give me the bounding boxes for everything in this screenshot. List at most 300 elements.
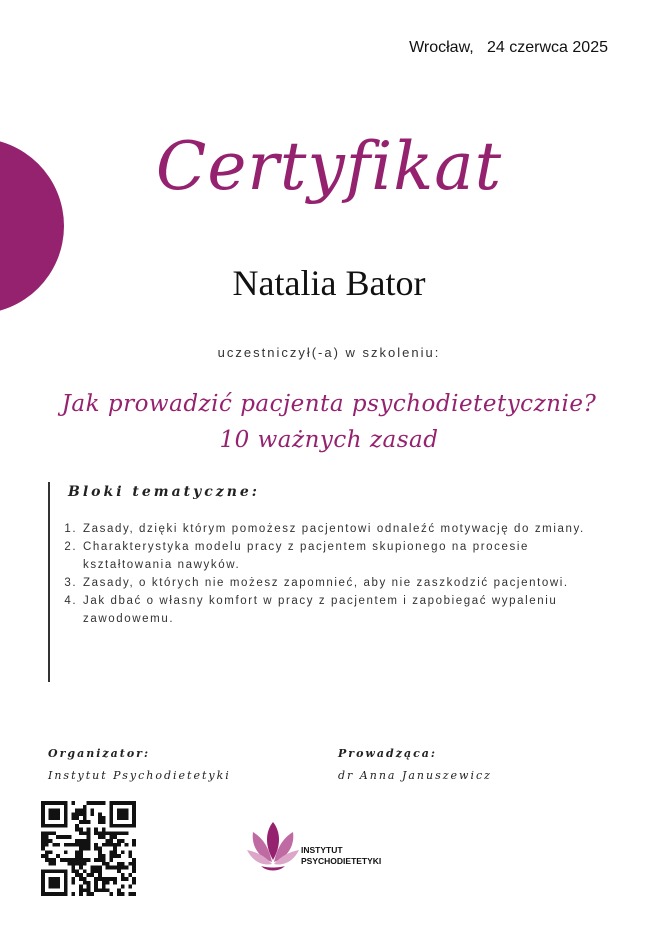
qr-module [56, 812, 60, 816]
qr-module [52, 858, 56, 862]
qr-module [64, 869, 68, 873]
qr-module [121, 801, 125, 805]
institute-logo [245, 820, 395, 874]
organizer-label: Organizator: [48, 747, 151, 760]
qr-module [87, 801, 91, 805]
qr-module [79, 809, 83, 813]
qr-module [117, 854, 121, 858]
qr-module [98, 858, 102, 862]
qr-module [71, 877, 75, 881]
qr-module [52, 877, 56, 881]
qr-module [79, 877, 83, 881]
qr-module [52, 801, 56, 805]
qr-module [113, 831, 117, 835]
qr-module [75, 850, 79, 854]
qr-module [45, 843, 49, 847]
qr-module [52, 824, 56, 828]
qr-module [41, 820, 45, 824]
qr-module [98, 869, 102, 873]
qr-module [75, 839, 79, 843]
qr-module [41, 854, 45, 858]
qr-module [113, 824, 117, 828]
qr-module [121, 816, 125, 820]
qr-module [94, 885, 98, 889]
qr-module [132, 869, 136, 873]
qr-module [109, 812, 113, 816]
qr-module [121, 839, 125, 843]
qr-module [117, 862, 121, 866]
qr-module [106, 831, 110, 835]
qr-module [75, 862, 79, 866]
qr-module [79, 866, 83, 870]
qr-module [109, 854, 113, 858]
qr-module [121, 892, 125, 896]
qr-module [109, 824, 113, 828]
qr-module [121, 885, 125, 889]
organizer-signature [48, 743, 231, 787]
qr-module [64, 809, 68, 813]
qr-module [117, 824, 121, 828]
qr-module [49, 862, 53, 866]
qr-module [71, 816, 75, 820]
qr-module [102, 828, 106, 832]
qr-module [94, 847, 98, 851]
qr-module [64, 888, 68, 892]
qr-module [56, 869, 60, 873]
qr-module [87, 881, 91, 885]
qr-module [79, 892, 83, 896]
qr-module [98, 816, 102, 820]
qr-module [132, 862, 136, 866]
qr-module [56, 809, 60, 813]
qr-module [102, 835, 106, 839]
qr-module [125, 831, 129, 835]
qr-module [41, 839, 45, 843]
qr-module [90, 866, 94, 870]
qr-module [71, 801, 75, 805]
qr-module [56, 843, 60, 847]
qr-code-icon [41, 801, 136, 896]
qr-module [45, 850, 49, 854]
qr-module [49, 801, 53, 805]
qr-module [41, 809, 45, 813]
qr-module [121, 862, 125, 866]
qr-module [90, 809, 94, 813]
qr-module [109, 892, 113, 896]
qr-module [75, 869, 79, 873]
qr-module [106, 877, 110, 881]
qr-module [94, 869, 98, 873]
topic-blocks [48, 482, 610, 682]
qr-module [102, 854, 106, 858]
trainer-label: Prowadząca: [338, 747, 437, 760]
qr-module [79, 831, 83, 835]
qr-module [132, 816, 136, 820]
qr-module [71, 862, 75, 866]
qr-module [128, 824, 132, 828]
course-title-line1: Jak prowadzić pacjenta psychodietetycznie? [61, 391, 597, 417]
qr-module [60, 824, 64, 828]
qr-module [87, 858, 91, 862]
qr-module [71, 892, 75, 896]
qr-module [102, 820, 106, 824]
qr-module [125, 843, 129, 847]
qr-module [79, 873, 83, 877]
qr-module [106, 843, 110, 847]
qr-module [102, 843, 106, 847]
qr-module [75, 824, 79, 828]
qr-module [90, 801, 94, 805]
qr-module [52, 892, 56, 896]
qr-module [128, 801, 132, 805]
qr-module [64, 850, 68, 854]
qr-module [98, 877, 102, 881]
qr-module [109, 816, 113, 820]
qr-module [113, 877, 117, 881]
qr-module [79, 820, 83, 824]
topic-item: 4. Jak dbać o własny komfort w pracy z pacjentem i zapobiegać wypaleniu zawodowemu. [82, 592, 610, 628]
qr-module [121, 809, 125, 813]
qr-module [98, 812, 102, 816]
qr-module [117, 801, 121, 805]
qr-module [106, 881, 110, 885]
qr-module [45, 892, 49, 896]
qr-module [98, 820, 102, 824]
qr-module [56, 877, 60, 881]
qr-module [45, 869, 49, 873]
qr-module [121, 824, 125, 828]
qr-module [52, 809, 56, 813]
qr-module [106, 888, 110, 892]
qr-module [117, 809, 121, 813]
qr-module [132, 824, 136, 828]
qr-module [102, 877, 106, 881]
qr-module [113, 843, 117, 847]
qr-module [98, 835, 102, 839]
qr-module [87, 873, 91, 877]
qr-module [125, 809, 129, 813]
qr-module [106, 862, 110, 866]
qr-module [117, 892, 121, 896]
qr-module [79, 812, 83, 816]
qr-module [102, 862, 106, 866]
qr-module [125, 824, 129, 828]
qr-module [83, 805, 87, 809]
qr-module [125, 812, 129, 816]
qr-module [41, 881, 45, 885]
qr-module [56, 816, 60, 820]
qr-module [109, 850, 113, 854]
qr-module [52, 816, 56, 820]
qr-module [94, 888, 98, 892]
qr-module [64, 881, 68, 885]
topic-item: 1. Zasady, dzięki którym pomożesz pacjentowi odnaleźć motywację do zmiany. [82, 520, 610, 538]
date-line [409, 39, 608, 57]
qr-module [128, 873, 132, 877]
qr-module [98, 888, 102, 892]
qr-module [113, 801, 117, 805]
qr-module [87, 843, 91, 847]
qr-module [128, 885, 132, 889]
qr-module [125, 816, 129, 820]
qr-module [132, 866, 136, 870]
qr-module [132, 877, 136, 881]
qr-module [109, 839, 113, 843]
qr-module [121, 850, 125, 854]
qr-module [87, 828, 91, 832]
qr-module [132, 805, 136, 809]
qr-module [41, 892, 45, 896]
qr-module [49, 824, 53, 828]
qr-module [109, 877, 113, 881]
qr-module [83, 812, 87, 816]
qr-module [87, 847, 91, 851]
qr-module [45, 854, 49, 858]
qr-module [52, 885, 56, 889]
qr-module [56, 881, 60, 885]
qr-module [121, 873, 125, 877]
qr-module [45, 858, 49, 862]
qr-module [71, 843, 75, 847]
qr-module [102, 881, 106, 885]
qr-module [68, 862, 72, 866]
qr-module [83, 839, 87, 843]
qr-module [56, 835, 60, 839]
qr-module [117, 812, 121, 816]
qr-module [90, 873, 94, 877]
qr-module [117, 869, 121, 873]
qr-module [83, 847, 87, 851]
qr-module [121, 831, 125, 835]
qr-module [49, 839, 53, 843]
qr-module [113, 854, 117, 858]
qr-module [87, 892, 91, 896]
qr-module [98, 854, 102, 858]
organizer-name: Instytut Psychodietetyki [48, 769, 231, 782]
qr-module [56, 824, 60, 828]
qr-module [52, 862, 56, 866]
qr-module [121, 812, 125, 816]
qr-module [41, 824, 45, 828]
qr-module [109, 831, 113, 835]
qr-module [49, 858, 53, 862]
qr-module [106, 866, 110, 870]
qr-module [56, 885, 60, 889]
qr-module [98, 866, 102, 870]
qr-module [41, 831, 45, 835]
qr-module [68, 858, 72, 862]
qr-module [49, 850, 53, 854]
qr-module [56, 854, 60, 858]
qr-module [79, 854, 83, 858]
qr-module [75, 828, 79, 832]
qr-module [49, 831, 53, 835]
qr-module [64, 873, 68, 877]
qr-module [56, 801, 60, 805]
qr-module [132, 820, 136, 824]
qr-module [94, 858, 98, 862]
qr-module [98, 831, 102, 835]
qr-module [109, 820, 113, 824]
qr-module [98, 873, 102, 877]
qr-module [113, 881, 117, 885]
qr-module [49, 812, 53, 816]
qr-module [83, 881, 87, 885]
course-title-line2: 10 ważnych zasad [219, 427, 439, 453]
qr-module [64, 892, 68, 896]
qr-module [87, 839, 91, 843]
qr-module [117, 866, 121, 870]
qr-module [75, 812, 79, 816]
qr-module [83, 816, 87, 820]
qr-module [45, 839, 49, 843]
qr-module [71, 866, 75, 870]
qr-module [102, 816, 106, 820]
qr-module [128, 854, 132, 858]
recipient-name: Natalia Bator [232, 263, 426, 303]
qr-module [41, 843, 45, 847]
qr-module [41, 873, 45, 877]
qr-module [45, 831, 49, 835]
qr-module [41, 805, 45, 809]
qr-module [98, 801, 102, 805]
qr-module [117, 816, 121, 820]
qr-module [60, 858, 64, 862]
qr-module [49, 892, 53, 896]
qr-module [125, 866, 129, 870]
qr-module [41, 812, 45, 816]
qr-module [41, 816, 45, 820]
qr-module [98, 847, 102, 851]
qr-module [102, 831, 106, 835]
qr-module [79, 858, 83, 862]
qr-module [132, 812, 136, 816]
qr-module [75, 858, 79, 862]
qr-module [87, 835, 91, 839]
qr-module [132, 881, 136, 885]
qr-module [128, 850, 132, 854]
qr-module [83, 820, 87, 824]
qr-module [75, 809, 79, 813]
qr-module [41, 847, 45, 851]
qr-module [68, 835, 72, 839]
qr-module [90, 812, 94, 816]
qr-module [45, 824, 49, 828]
participated-text: uczestniczył(-a) w szkoleniu: [217, 345, 441, 360]
qr-module [79, 888, 83, 892]
qr-module [41, 801, 45, 805]
qr-module [98, 850, 102, 854]
qr-module [75, 873, 79, 877]
qr-module [83, 877, 87, 881]
qr-module [60, 801, 64, 805]
qr-module [90, 869, 94, 873]
qr-module [132, 858, 136, 862]
qr-module [87, 888, 91, 892]
qr-module [121, 877, 125, 881]
qr-module [79, 828, 83, 832]
qr-module [64, 835, 68, 839]
qr-module [117, 839, 121, 843]
qr-module [79, 885, 83, 889]
qr-module [132, 892, 136, 896]
qr-module [94, 828, 98, 832]
qr-module [49, 816, 53, 820]
qr-module [94, 881, 98, 885]
qr-module [106, 839, 110, 843]
logo-line2: PSYCHODIETETYKI [301, 856, 382, 866]
qr-module [49, 881, 53, 885]
qr-module [49, 877, 53, 881]
issue-date: 24 czerwca 2025 [487, 39, 608, 56]
qr-module [121, 866, 125, 870]
logo-line1: INSTYTUT [301, 845, 343, 855]
qr-module [132, 843, 136, 847]
qr-module [83, 888, 87, 892]
qr-module [90, 892, 94, 896]
qr-module [94, 831, 98, 835]
course-title [20, 386, 638, 458]
certificate-title: Certyfikat [155, 128, 503, 205]
qr-module [45, 801, 49, 805]
qr-module [94, 801, 98, 805]
qr-module [125, 877, 129, 881]
qr-module [64, 858, 68, 862]
qr-module [117, 843, 121, 847]
qr-module [60, 835, 64, 839]
qr-module [64, 843, 68, 847]
lotus-icon [245, 820, 301, 874]
qr-module [113, 866, 117, 870]
qr-module [52, 869, 56, 873]
qr-module [79, 843, 83, 847]
qr-module [83, 858, 87, 862]
qr-module [102, 858, 106, 862]
qr-module [64, 820, 68, 824]
qr-module [49, 809, 53, 813]
qr-module [87, 831, 91, 835]
qr-module [45, 835, 49, 839]
qr-module [83, 809, 87, 813]
qr-module [83, 862, 87, 866]
qr-module [41, 877, 45, 881]
qr-module [128, 892, 132, 896]
qr-module [41, 888, 45, 892]
trainer-signature [338, 743, 492, 787]
qr-module [60, 892, 64, 896]
qr-module [52, 831, 56, 835]
qr-module [64, 816, 68, 820]
qr-module [132, 801, 136, 805]
qr-module [132, 839, 136, 843]
qr-module [79, 847, 83, 851]
qr-module [128, 862, 132, 866]
topic-item: 2. Charakterystyka modelu pracy z pacjentem skupionego na procesie kształtowania nawyków. [82, 538, 610, 574]
qr-module [79, 839, 83, 843]
qr-module [64, 805, 68, 809]
qr-module [102, 888, 106, 892]
city: Wrocław, [409, 39, 474, 56]
topic-list [50, 520, 610, 628]
qr-module [71, 812, 75, 816]
qr-module [64, 885, 68, 889]
qr-module [68, 843, 72, 847]
qr-module [71, 869, 75, 873]
logo-text [301, 845, 381, 867]
qr-module [109, 858, 113, 862]
qr-module [56, 892, 60, 896]
qr-module [109, 805, 113, 809]
